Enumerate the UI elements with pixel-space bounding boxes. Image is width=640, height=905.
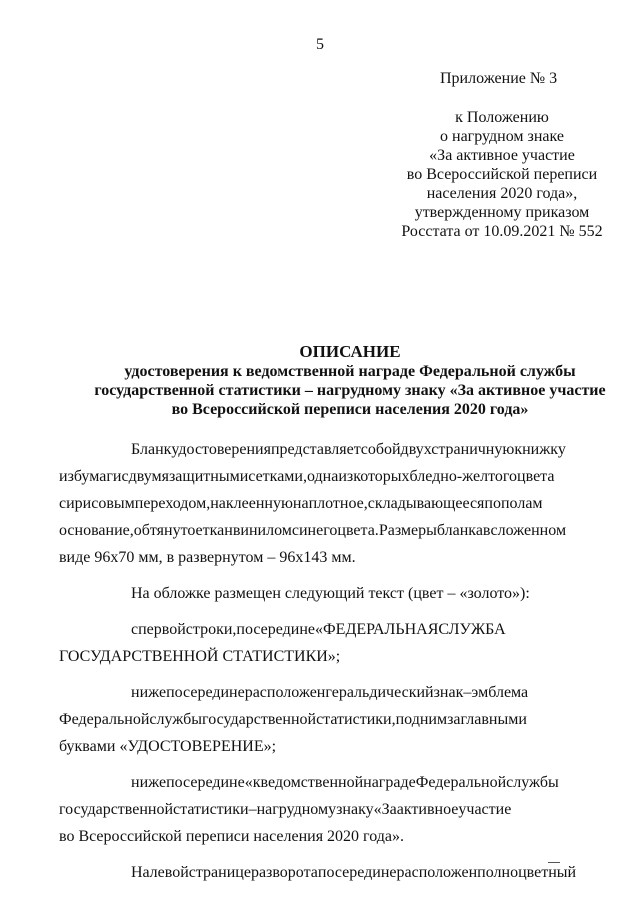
word: собой: [360, 441, 401, 458]
word: ирисовым: [66, 495, 135, 512]
word: «За: [373, 801, 397, 818]
word: Бланк: [131, 441, 172, 458]
word: с: [131, 621, 139, 638]
paragraph-left-page: [93, 859, 613, 886]
text-line: [93, 769, 613, 796]
word: ведомственной: [260, 774, 364, 791]
appendix-line: утвержденному приказом: [414, 204, 590, 221]
word: бледно-желтого: [409, 468, 518, 485]
word: СЛУЖБА: [438, 621, 506, 638]
text-line: [93, 436, 613, 463]
word: под: [395, 711, 420, 728]
text-line: [59, 706, 613, 733]
word: На: [131, 864, 150, 881]
word: тканвинилом: [202, 522, 292, 539]
word: ниже: [131, 774, 167, 791]
scan-mark: [548, 862, 560, 863]
text-line: [59, 463, 613, 490]
appendix-line: к Положению: [455, 109, 549, 126]
word: эмблема: [471, 684, 529, 701]
text-line: [93, 859, 613, 886]
heading-line: государственной статистики – нагрудному знаку «За активное участие: [94, 382, 606, 399]
body-text: [59, 436, 613, 895]
text-line: ГОСУДАРСТВЕННОЙ СТАТИСТИКИ»;: [59, 648, 341, 665]
paragraph-blank-description: [59, 436, 613, 571]
word: службы: [506, 774, 559, 791]
word: представляет: [270, 441, 361, 458]
word: знаку: [336, 801, 374, 818]
word: государственной: [202, 711, 317, 728]
word: расположен: [244, 684, 326, 701]
text-line: во Всероссийской переписи населения 2020 года».: [59, 828, 404, 845]
word: «ФЕДЕРАЛЬНАЯ: [315, 621, 439, 638]
word: двухстраничную: [400, 441, 515, 458]
heading-line: во Всероссийской переписи населения 2020 года»: [171, 401, 529, 418]
word: –: [463, 684, 472, 701]
paragraph-award-text: [59, 769, 613, 850]
word: посередине: [317, 864, 397, 881]
word: строки,: [185, 621, 237, 638]
text-line: [59, 796, 613, 823]
word: левой: [149, 864, 189, 881]
word: цвета: [517, 468, 555, 485]
word: заглавными: [447, 711, 527, 728]
word: ним: [419, 711, 448, 728]
word: «к: [244, 774, 261, 791]
text-line: [93, 616, 613, 643]
word: из: [338, 468, 354, 485]
word: сложенном: [490, 522, 567, 539]
text-line: [59, 517, 613, 544]
word: цвета.: [337, 522, 379, 539]
paragraph-cover-text: [93, 580, 613, 607]
word: государственной: [59, 801, 174, 818]
word: награде: [363, 774, 416, 791]
text-line: виде 96х70 мм, в развернутом – 96х143 мм.: [59, 549, 356, 566]
word: пополам: [484, 495, 543, 512]
word: посередине: [166, 774, 245, 791]
word: активное: [396, 801, 459, 818]
word: в: [482, 522, 491, 539]
word: основание,: [59, 522, 134, 539]
word: разворота: [250, 864, 318, 881]
word: полноцветный: [477, 864, 577, 881]
word: статистики: [173, 801, 249, 818]
word: с: [121, 468, 129, 485]
word: двумя: [128, 468, 169, 485]
word: сетками,: [248, 468, 307, 485]
word: странице: [188, 864, 251, 881]
word: бумаги: [73, 468, 122, 485]
word: бланка: [436, 522, 483, 539]
word: переходом,: [134, 495, 211, 512]
word: книжку: [514, 441, 566, 458]
text-line: [59, 490, 613, 517]
word: обтянутое: [133, 522, 203, 539]
word: защитными: [168, 468, 249, 485]
word: одна: [307, 468, 339, 485]
word: наклеенную: [210, 495, 293, 512]
word: посередине: [236, 621, 316, 638]
word: синего: [291, 522, 338, 539]
word: удостоверения: [171, 441, 271, 458]
word: –: [248, 801, 257, 818]
appendix-line: о нагрудном знаке: [440, 128, 564, 145]
text-line: На обложке размещен следующий текст (цвет – «золото»):: [131, 585, 530, 602]
word: на: [292, 495, 309, 512]
paragraph-first-line: [59, 616, 613, 670]
word: первой: [138, 621, 186, 638]
word: посередине: [166, 684, 245, 701]
paragraph-emblem: [59, 679, 613, 760]
page-number: 5: [316, 36, 324, 53]
word: Федеральной: [415, 774, 507, 791]
word: геральдический: [325, 684, 434, 701]
word: участие: [458, 801, 512, 818]
word: с: [59, 495, 67, 512]
word: расположен: [396, 864, 478, 881]
appendix-line: во Всероссийской переписи: [406, 166, 598, 183]
appendix-line: «За активное участие: [429, 147, 575, 164]
text-line: буквами «УДОСТОВЕРЕНИЕ»;: [59, 738, 277, 755]
word: службы: [149, 711, 203, 728]
appendix-line: Росстата от 10.09.2021 № 552: [401, 223, 603, 240]
appendix-title: Приложение № 3: [440, 70, 558, 87]
appendix-line: населения 2020 года»,: [426, 185, 578, 202]
heading-line: удостоверения к ведомственной награде Федеральной службы: [124, 363, 576, 380]
word: статистики,: [316, 711, 396, 728]
document-heading: [60, 342, 640, 419]
word: нагрудному: [256, 801, 337, 818]
word: из: [59, 468, 74, 485]
word: ниже: [131, 684, 167, 701]
word: которых: [353, 468, 410, 485]
word: плотное,: [308, 495, 368, 512]
text-line: [93, 679, 613, 706]
word: складывающееся: [367, 495, 485, 512]
appendix-reference: [398, 108, 606, 241]
word: Федеральной: [59, 711, 150, 728]
word: знак: [433, 684, 464, 701]
heading-title: ОПИСАНИЕ: [299, 342, 401, 361]
word: Размеры: [378, 522, 437, 539]
